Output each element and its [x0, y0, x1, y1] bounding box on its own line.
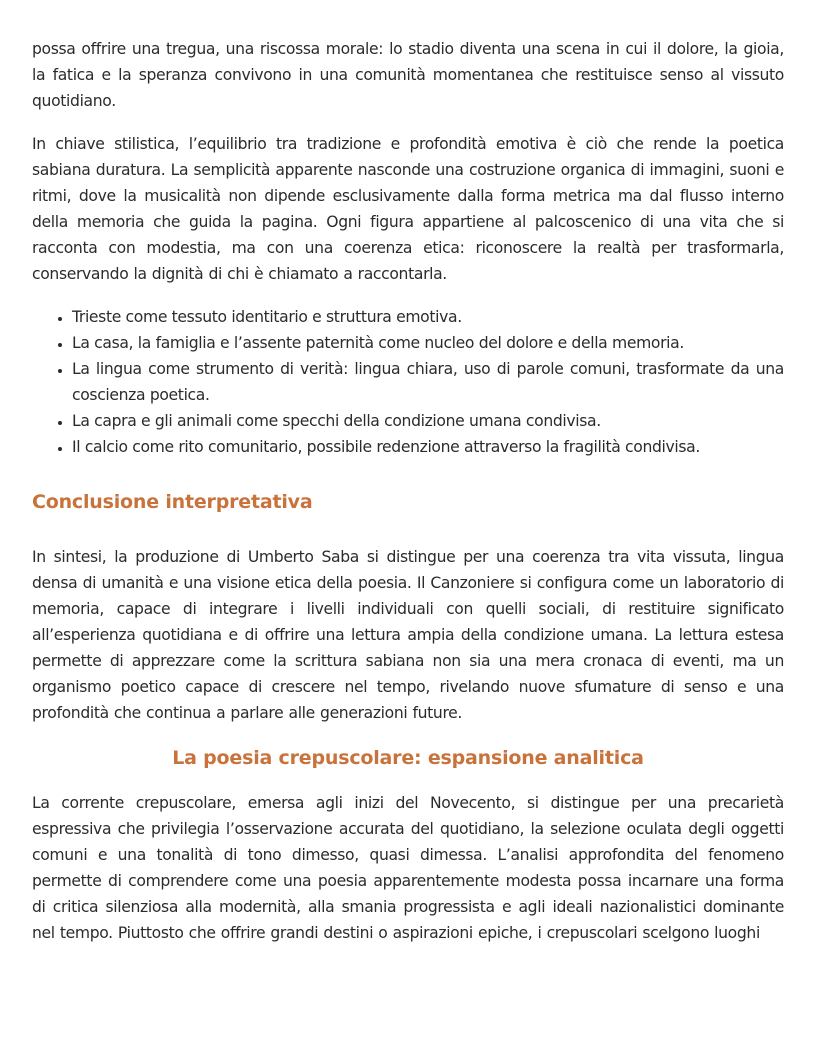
paragraph-summary: In sintesi, la produzione di Umberto Saba si distingue per una coerenza tra vita vissuta, lingua densa di umanità e una visione etica della poesia. Il Canzoniere si configura come un laboratorio di memoria, capace di integrare i livelli individuali con quelli sociali, di restituire significato all’esperienza quotidiana e di offrire una lettura ampia della condizione umana. La lettura estesa permette di apprezzare come la scrittura sabiana non sia una mera cronaca di eventi, ma un organismo poetico capace di crescere nel tempo, rivelando nuove sfumature di senso e una profondità che continua a parlare alle generazioni future. — [32, 548, 784, 722]
list-item: • Trieste come tessuto identitario e struttura emotiva. — [72, 304, 784, 330]
list-item: • La lingua come strumento di verità: lingua chiara, uso di parole comuni, trasformate da una coscienza poetica. — [72, 356, 784, 408]
list-item: • La casa, la famiglia e l’assente paternità come nucleo del dolore e della memoria. — [72, 330, 784, 356]
list-item: • Il calcio come rito comunitario, possibile redenzione attraverso la fragilità condivisa. — [72, 434, 784, 460]
paragraph-stylistic: In chiave stilistica, l’equilibrio tra tradizione e profondità emotiva è ciò che rende la poetica sabiana duratura. La semplicità apparente nasconde una costruzione organica di immagini, suoni e ritmi, dove la musicalità non dipende esclusivamente dalla forma metrica ma dal flusso interno della memoria che guida la pagina. Ogni figura appartiene al palcoscenico di una vita che si racconta con modestia, ma con una coerenza etica: riconoscere la realtà per trasformarla, conservando la dignità di chi è chiamato a raccontarla. — [32, 135, 784, 283]
themes-list — [32, 304, 784, 460]
list-item: • La capra e gli animali come specchi della condizione umana condivisa. — [72, 408, 784, 434]
document-page — [32, 36, 784, 946]
heading-crepuscolare: La poesia crepuscolare: espansione analitica — [172, 747, 644, 769]
paragraph-crepuscolare: La corrente crepuscolare, emersa agli inizi del Novecento, si distingue per una precarietà espressiva che privilegia l’osservazione accurata del quotidiano, la selezione oculata degli oggetti comuni e una tonalità di tono dimesso, quasi dimessa. L’analisi approfondita del fenomeno permette di comprendere come una poesia apparentemente modesta possa incarnare una forma di critica silenziosa alla modernità, alla smania progressista e agli ideali nazionalistici dominante nel tempo. Piuttosto che offrire grandi destini o aspirazioni epiche, i crepuscolari scelgono luoghi — [32, 794, 784, 942]
heading-conclusion: Conclusione interpretativa — [32, 491, 313, 513]
paragraph-stadium: possa offrire una tregua, una riscossa morale: lo stadio diventa una scena in cui il dolore, la gioia, la fatica e la speranza convivono in una comunità momentanea che restituisce senso al vissuto quotidiano. — [32, 40, 784, 110]
